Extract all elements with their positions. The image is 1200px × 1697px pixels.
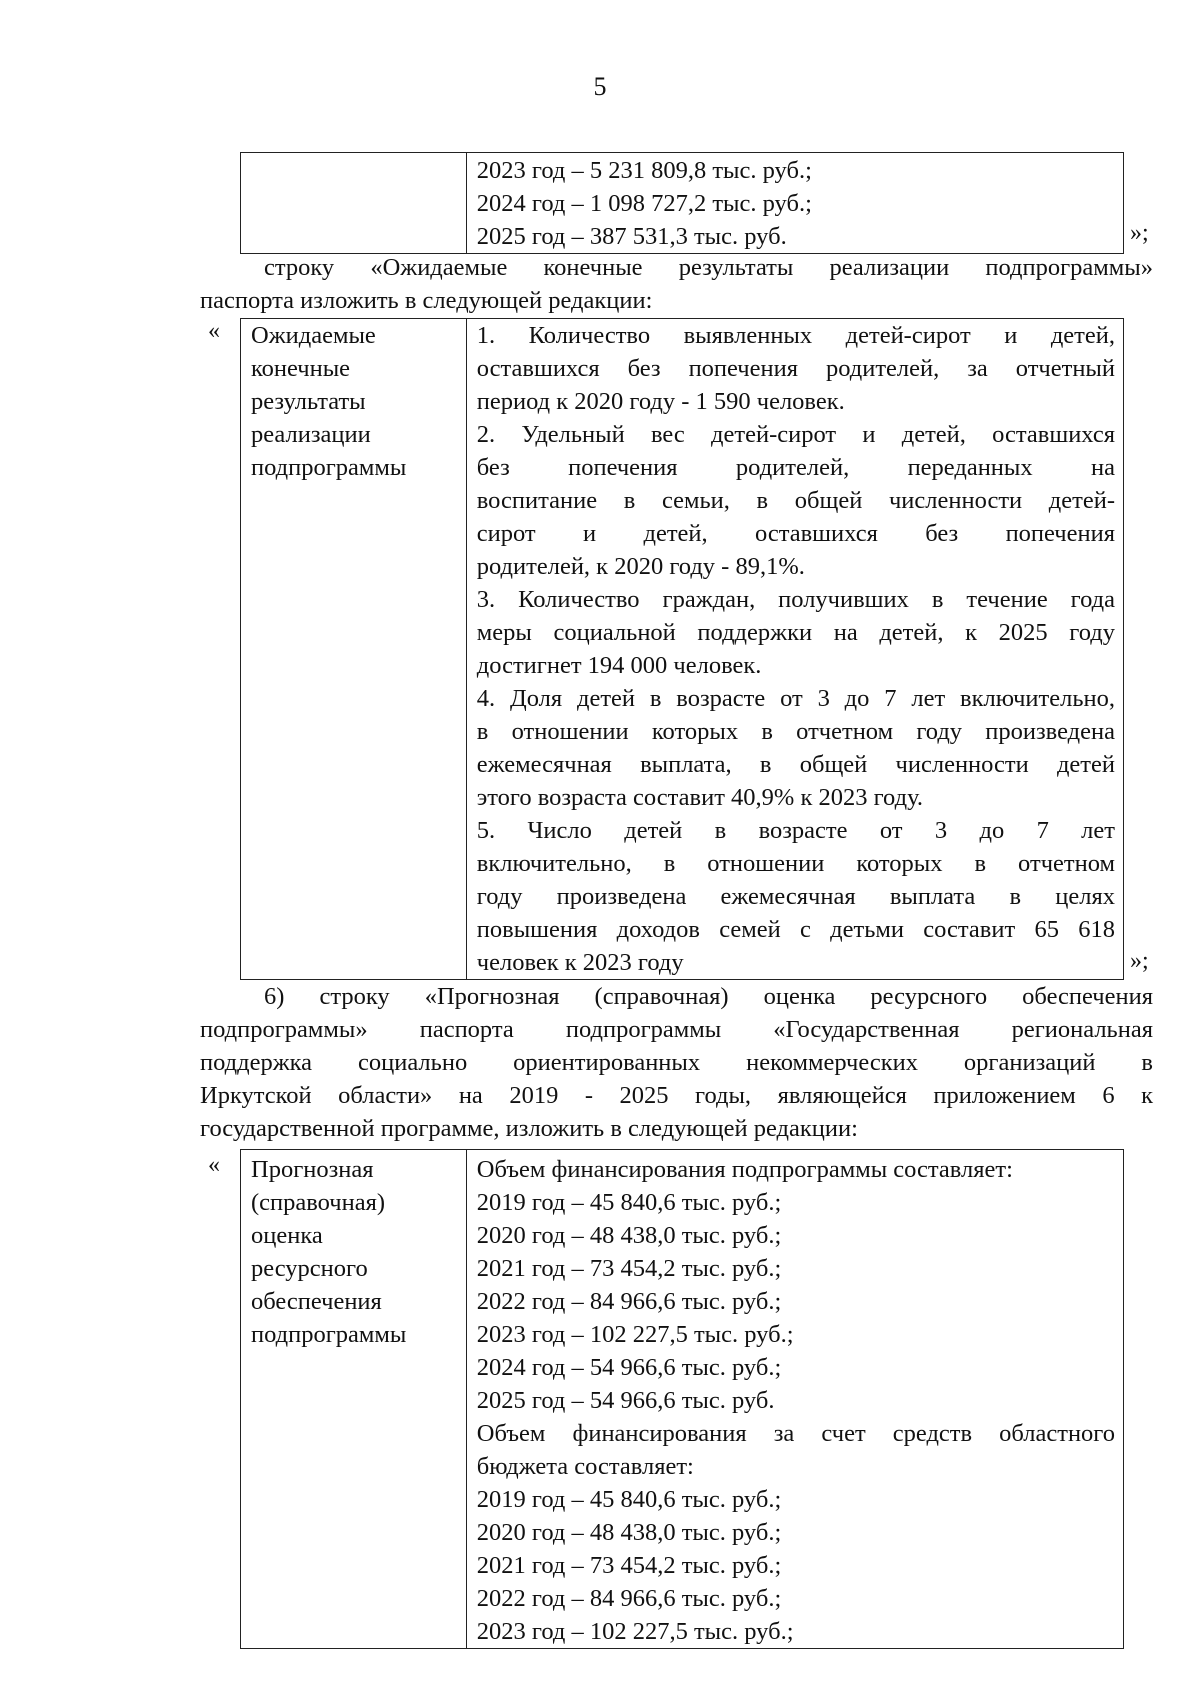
text-line: поддержка социально ориентированных некоммерческих организаций в — [200, 1049, 1153, 1076]
paragraph-item-6 — [200, 980, 1153, 1145]
text-line: 2023 год – 102 227,5 тыс. руб.; — [476, 1321, 794, 1348]
text-line: 2021 год – 73 454,2 тыс. руб.; — [476, 1255, 782, 1282]
text-line: период к 2020 году - 1 590 человек. — [476, 388, 845, 415]
text-line: 2020 год – 48 438,0 тыс. руб.; — [476, 1222, 782, 1249]
paragraph-instruction — [200, 251, 1153, 317]
table-row — [241, 319, 1124, 980]
text-line: этого возраста составит 40,9% к 2023 году. — [476, 784, 923, 811]
table-resource-estimate — [240, 1149, 1124, 1649]
table-cell-left — [241, 153, 467, 254]
text-line: 2022 год – 84 966,6 тыс. руб.; — [476, 1585, 782, 1612]
table-row — [241, 1150, 1124, 1649]
text-line: 4. Доля детей в возрасте от 3 до 7 лет включительно, — [476, 685, 1115, 712]
text-line: Объем финансирования за счет средств областного — [476, 1420, 1115, 1447]
text-line: 2019 год – 45 840,6 тыс. руб.; — [476, 1486, 782, 1513]
text-line: результаты — [251, 388, 366, 415]
text-line: государственной программе, изложить в следующей редакции: — [200, 1115, 858, 1142]
text-line: 2025 год – 54 966,6 тыс. руб. — [476, 1387, 775, 1414]
text-line: 2024 год – 1 098 727,2 тыс. руб.; — [476, 190, 812, 217]
text-line: 2. Удельный вес детей-сирот и детей, оставшихся — [476, 421, 1115, 448]
opening-quote: « — [208, 318, 220, 344]
closing-quote: »; — [1130, 220, 1149, 246]
text-line: 2025 год – 387 531,3 тыс. руб. — [476, 223, 787, 250]
text-line: конечные — [251, 355, 351, 382]
text-line: оставшихся без попечения родителей, за отчетный — [476, 355, 1115, 382]
text-line: воспитание в семьи, в общей численности детей- — [476, 487, 1115, 514]
text-line: подпрограммы» паспорта подпрограммы «Государственная региональная — [200, 1016, 1153, 1043]
text-line: году произведена ежемесячная выплата в целях — [476, 883, 1115, 910]
table-expected-results — [240, 318, 1124, 980]
table-funding-continuation — [240, 152, 1124, 254]
text-line: 6) строку «Прогнозная (справочная) оценка ресурсного обеспечения — [264, 983, 1153, 1010]
text-line: включительно, в отношении которых в отчетном — [476, 850, 1115, 877]
table-cell-content — [466, 1150, 1123, 1649]
text-line: Прогнозная — [251, 1156, 374, 1183]
table-cell-content — [466, 319, 1123, 980]
text-line: 2021 год – 73 454,2 тыс. руб.; — [476, 1552, 782, 1579]
text-line: (справочная) — [251, 1189, 386, 1216]
text-line: без попечения родителей, переданных на — [476, 454, 1115, 481]
text-line: подпрограммы — [251, 1321, 407, 1348]
closing-quote: »; — [1130, 948, 1149, 974]
text-line: 1. Количество выявленных детей-сирот и детей, — [476, 322, 1115, 349]
text-line: 3. Количество граждан, получивших в течение года — [476, 586, 1115, 613]
table-cell-label — [241, 319, 467, 980]
text-line: подпрограммы — [251, 454, 407, 481]
text-line: сирот и детей, оставшихся без попечения — [476, 520, 1115, 547]
table-cell-right — [466, 153, 1123, 254]
table-row — [241, 153, 1124, 254]
text-line: 2022 год – 84 966,6 тыс. руб.; — [476, 1288, 782, 1315]
text-line: реализации — [251, 421, 371, 448]
text-line: бюджета составляет: — [476, 1453, 694, 1480]
text-line: родителей, к 2020 году - 89,1%. — [476, 553, 805, 580]
text-line: в отношении которых в отчетном году произведена — [476, 718, 1115, 745]
text-line: 2023 год – 102 227,5 тыс. руб.; — [476, 1618, 794, 1645]
text-line: паспорта изложить в следующей редакции: — [200, 287, 653, 314]
opening-quote: « — [208, 1152, 220, 1178]
text-line: 2023 год – 5 231 809,8 тыс. руб.; — [476, 157, 812, 184]
text-line: 2019 год – 45 840,6 тыс. руб.; — [476, 1189, 782, 1216]
text-line: 5. Число детей в возрасте от 3 до 7 лет — [476, 817, 1115, 844]
page-number: 5 — [593, 72, 607, 101]
table-cell-label — [241, 1150, 467, 1649]
text-line: Иркутской области» на 2019 - 2025 годы, являющейся приложением 6 к — [200, 1082, 1153, 1109]
text-line: 2020 год – 48 438,0 тыс. руб.; — [476, 1519, 782, 1546]
text-line: строку «Ожидаемые конечные результаты реализации подпрограммы» — [264, 254, 1153, 281]
text-line: повышения доходов семей с детьми составит 65 618 — [476, 916, 1115, 943]
text-line: ресурсного — [251, 1255, 368, 1282]
text-line: меры социальной поддержки на детей, к 2025 году — [476, 619, 1115, 646]
text-line: оценка — [251, 1222, 323, 1249]
text-line: Ожидаемые — [251, 322, 376, 349]
text-line: 2024 год – 54 966,6 тыс. руб.; — [476, 1354, 782, 1381]
text-line: достигнет 194 000 человек. — [476, 652, 762, 679]
text-line: Объем финансирования подпрограммы составляет: — [476, 1156, 1013, 1183]
text-line: человек к 2023 году — [476, 949, 684, 976]
text-line: обеспечения — [251, 1288, 382, 1315]
text-line: ежемесячная выплата, в общей численности детей — [476, 751, 1115, 778]
